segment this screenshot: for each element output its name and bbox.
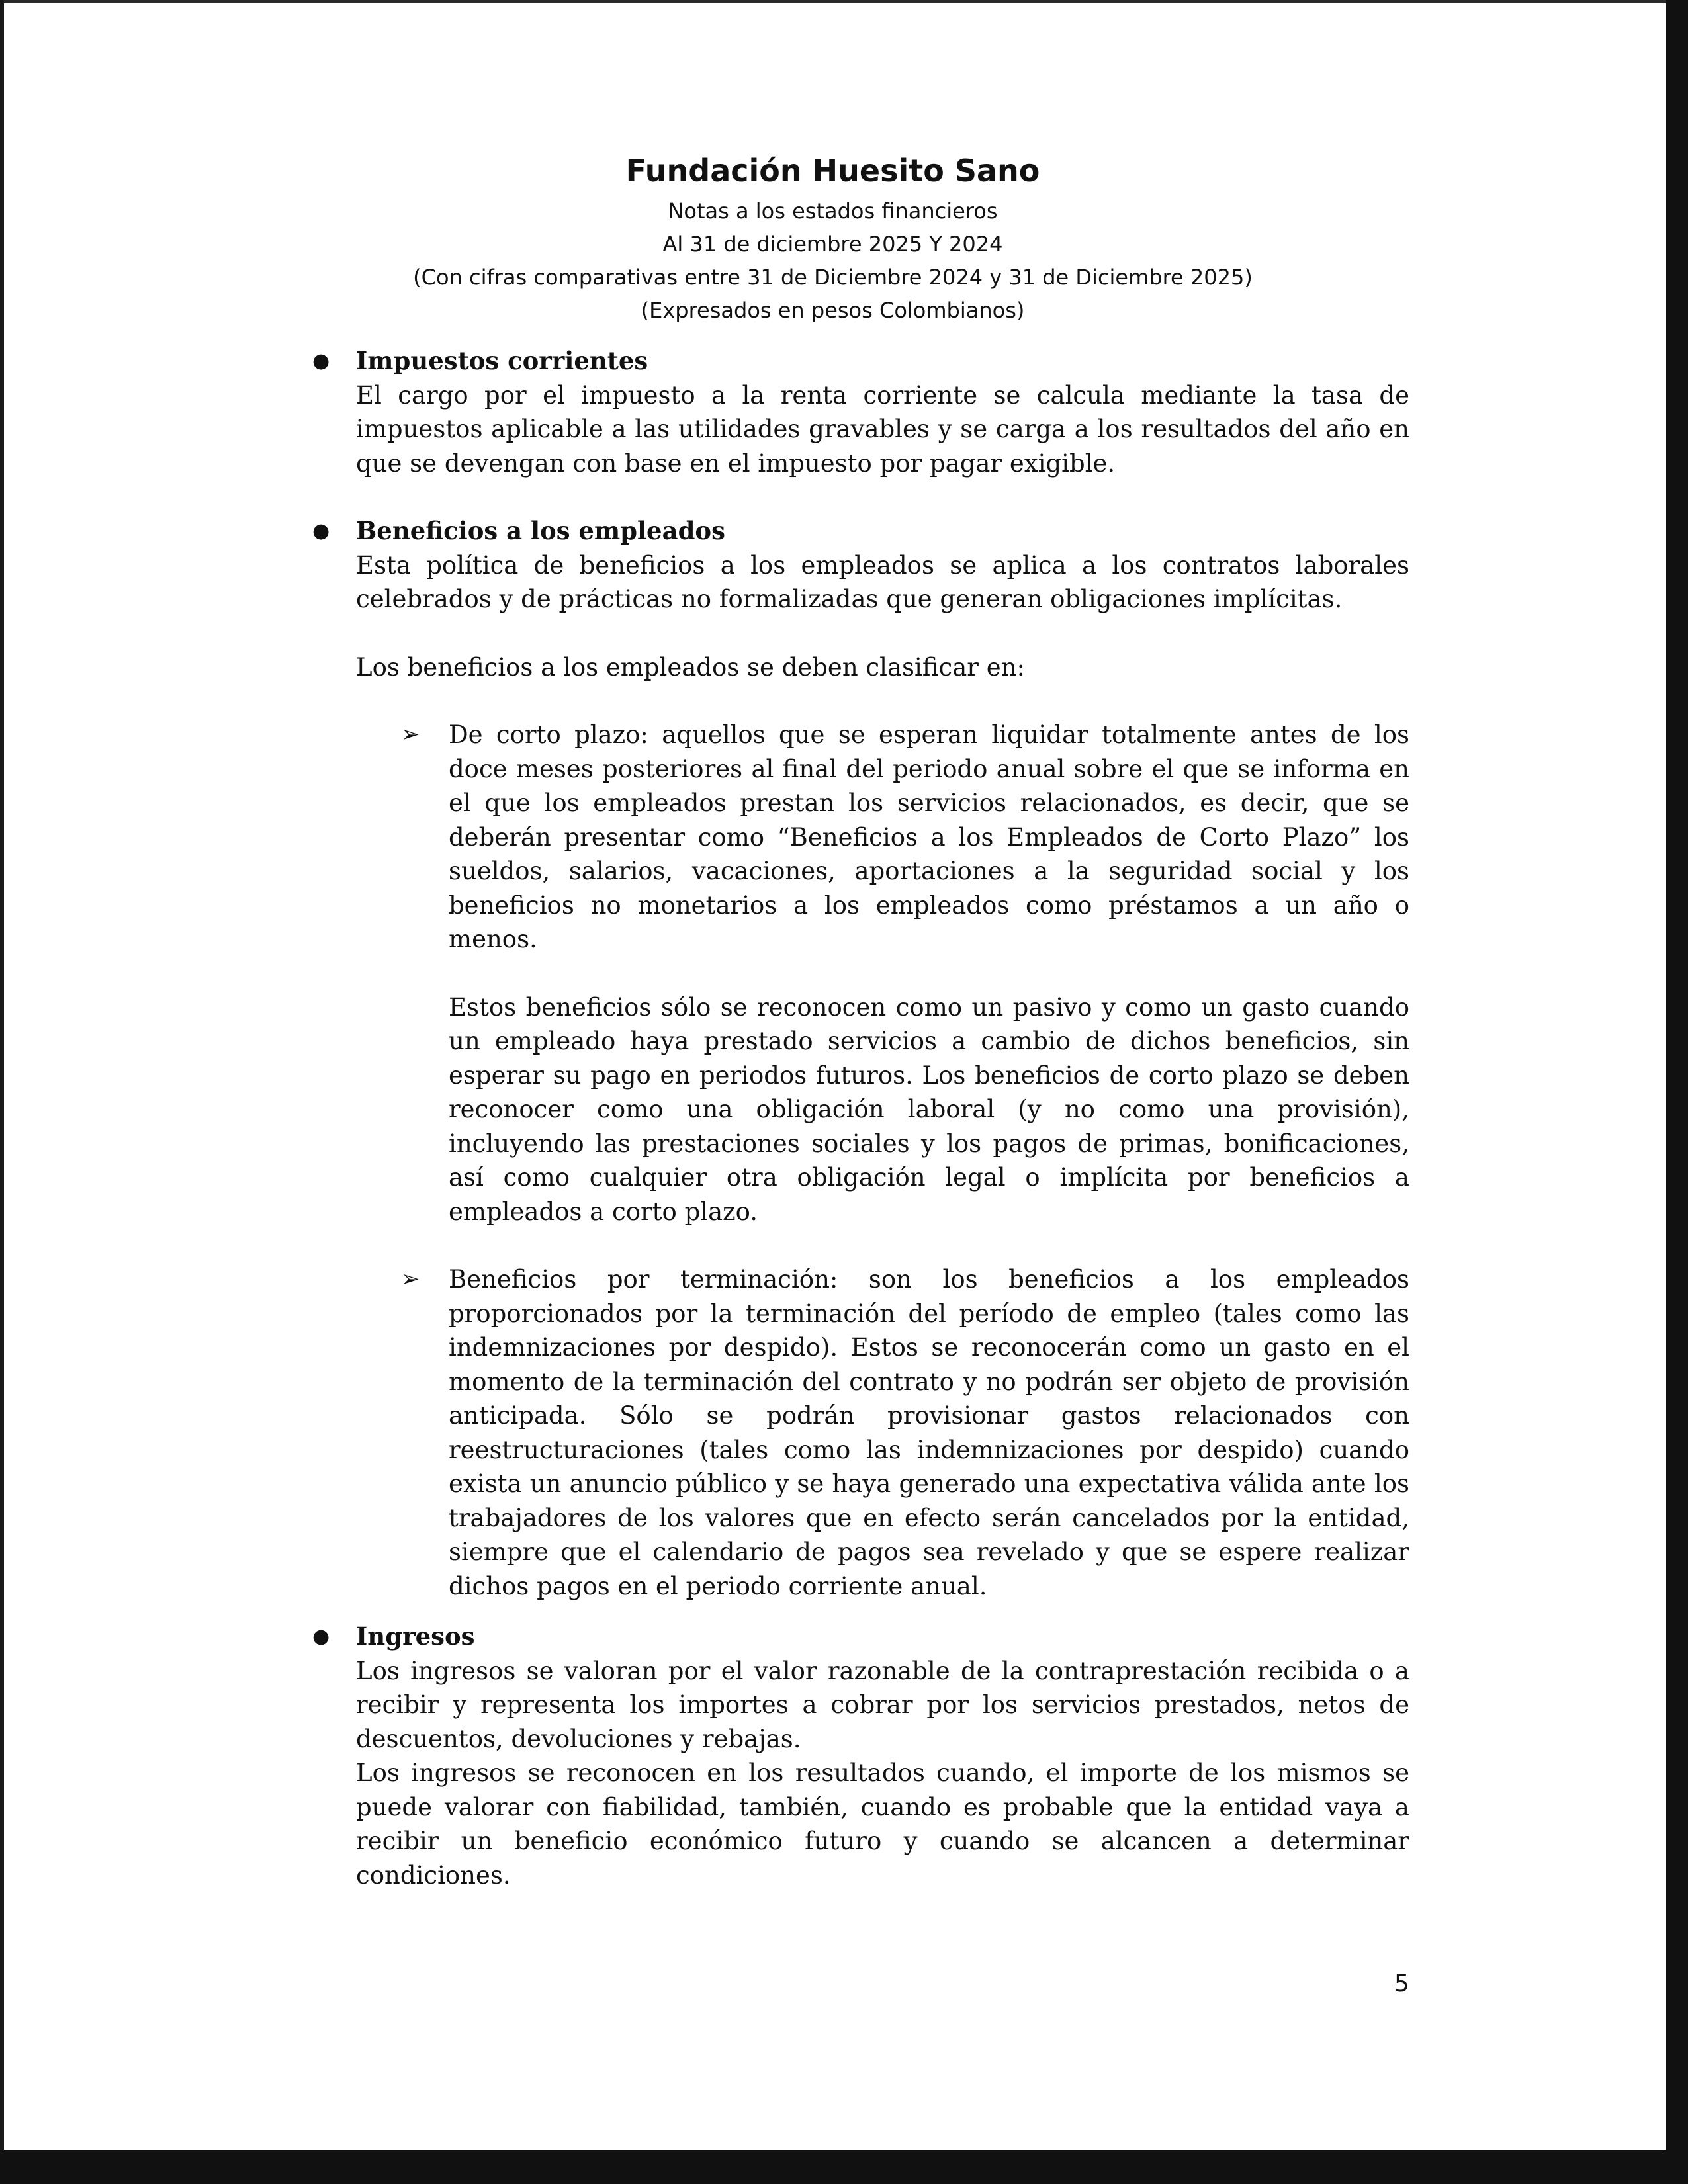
section-paragraph: Esta política de beneficios a los empleados se aplica a los contratos laborales celebrados y de prácticas no formalizadas que generan obligaciones implícitas.	[356, 550, 1409, 613]
arrow-bullet-icon: ➢	[401, 721, 420, 748]
section-paragraph: El cargo por el impuesto a la renta corriente se calcula mediante la tasa de impuestos aplicable a las utilidades gravables y se carga a los resultados del año en que se devengan con base en el impuesto por pagar exigible.	[356, 380, 1409, 478]
section-title: Impuestos corrientes	[356, 346, 648, 375]
sublist-paragraph: De corto plazo: aquellos que se esperan liquidar totalmente antes de los doce meses posteriores al final del periodo anual sobre el que se informa en el que los empleados prestan los servicios relacionados, es decir, que se deberán presentar como “Beneficios a los Empleados de Corto Plazo” los sueldos, salarios, vacaciones, aportaciones a la seguridad social y los beneficios no monetarios a los empleados como préstamos a un año o menos.	[449, 721, 1409, 953]
section-beneficios-empleados	[312, 514, 1409, 1603]
arrow-bullet-icon: ➢	[401, 1266, 420, 1292]
bullet-icon: ●	[312, 349, 330, 372]
document-body	[312, 344, 1409, 1892]
bullet-icon: ●	[312, 1625, 330, 1648]
scan-border-right	[1666, 0, 1688, 2184]
sublist-item-corto-plazo	[401, 718, 1409, 1229]
organization-title: Fundación Huesito Sano	[625, 153, 1040, 189]
page-number: 5	[1394, 1970, 1409, 1997]
classification-intro: Los beneficios a los empleados se deben clasificar en:	[356, 652, 1025, 681]
header-line-currency: (Expresados en pesos Colombianos)	[641, 298, 1025, 323]
scan-border-top	[0, 0, 1688, 3]
section-title: Ingresos	[356, 1622, 475, 1651]
bullet-icon: ●	[312, 519, 330, 543]
section-ingresos	[312, 1620, 1409, 1892]
sublist-paragraph: Beneficios por terminación: son los beneficios a los empleados proporcionados por la terminación del período de empleo (tales como las indemnizaciones por despido). Estos se reconocerán como un gasto en el momento de la terminación del contrato y no podrán ser objeto de provisión anticipada. Sólo se podrán provisionar gastos relacionados con reestructuraciones (tales como las indemnizaciones por despido) cuando exista un anuncio público y se haya generado una expectativa válida ante los trabajadores de los valores que en efecto serán cancelados por la entidad, siempre que el calendario de pagos sea revelado y que se espere realizar dichos pagos en el periodo corriente anual.	[449, 1265, 1409, 1600]
header-line-date: Al 31 de diciembre 2025 Y 2024	[662, 232, 1003, 257]
section-paragraph: Los ingresos se valoran por el valor razonable de la contraprestación recibida o a recibir y representa los importes a cobrar por los servicios prestados, netos de descuentos, devoluciones y rebajas.	[356, 1656, 1409, 1753]
section-title: Beneficios a los empleados	[356, 516, 725, 545]
header-line-comparative: (Con cifras comparativas entre 31 de Diciembre 2024 y 31 de Diciembre 2025)	[413, 265, 1253, 290]
sublist-paragraph: Estos beneficios sólo se reconocen como un pasivo y como un gasto cuando un empleado haya prestado servicios a cambio de dichos beneficios, sin esperar su pago en periodos futuros. Los beneficios de corto plazo se deben reconocer como una obligación laboral (y no como una provisión), incluyendo las prestaciones sociales y los pagos de primas, bonificaciones, así como cualquier otra obligación legal o implícita por beneficios a empleados a corto plazo.	[449, 992, 1409, 1226]
section-impuestos-corrientes	[312, 344, 1409, 480]
scan-border-bottom	[0, 2150, 1688, 2184]
sublist-item-terminacion	[401, 1262, 1409, 1603]
section-paragraph: Los ingresos se reconocen en los resultados cuando, el importe de los mismos se puede valorar con fiabilidad, también, cuando es probable que la entidad vaya a recibir un beneficio económico futuro y cuando se alcancen a determinar condiciones.	[356, 1759, 1409, 1890]
header-line-notes: Notas a los estados financieros	[668, 198, 998, 224]
scan-border-left	[0, 0, 4, 2184]
document-header	[0, 147, 1666, 327]
